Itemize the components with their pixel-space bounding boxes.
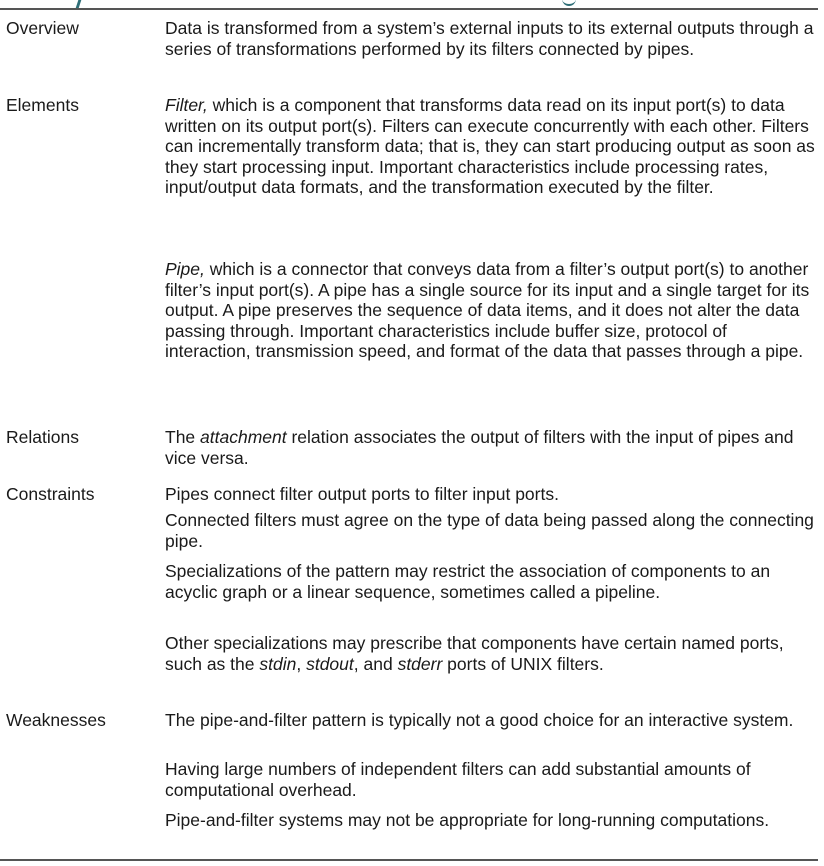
text-run-italic: stdin (259, 653, 297, 674)
text-run: The (165, 427, 201, 447)
handwritten-mark (562, 0, 576, 6)
text-run-italic: stdout (306, 653, 354, 674)
text-run-italic: Pipe, (165, 259, 205, 279)
text-run: relation associates the output of filters with the input of pipes and vice versa. (165, 427, 794, 468)
text-run-italic: attachment (200, 427, 287, 447)
row-text (165, 810, 815, 831)
row-text (165, 95, 815, 198)
table-bottom-rule (0, 859, 818, 861)
text-run: Pipes connect filter output ports to filter input ports. (165, 484, 559, 504)
text-run-italic: stderr (397, 653, 443, 674)
text-run: which is a connector that conveys data from a filter’s output port(s) to another filter’s input port(s). A pipe has a single source for its input and a single target for its output. A pipe preserves the sequence of data items, and it does not alter the data passing through. Important characteristics include buffer size, protocol of interaction, transmission speed, and format of the data that passes through a pipe. (165, 259, 810, 361)
text-run: Connected filters must agree on the type of data being passed along the connecting pipe. (165, 510, 814, 551)
row-label-weaknesses: Weaknesses (6, 710, 106, 730)
text-run: Having large numbers of independent filters can add substantial amounts of computational overhead. (165, 759, 751, 800)
table-top-rule (0, 8, 818, 10)
row-label-elements: Elements (6, 95, 79, 115)
text-run: Data is transformed from a system’s external inputs to its external outputs through a series of transformations performed by its filters connected by pipes. (165, 18, 814, 59)
handwritten-mark (76, 0, 90, 8)
row-label-constraints: Constraints (6, 484, 95, 504)
row-text (165, 427, 815, 468)
text-run: Other specializations may prescribe that components have certain named ports, such as the (165, 633, 784, 674)
row-text (165, 18, 815, 59)
text-run: , and (353, 653, 398, 674)
text-run: which is a component that transforms data read on its input port(s) to data written on its output port(s). Filters can execute concurrently with each other. Filters can incrementally transform data; that is, they can start producing output as soon as they start processing input. Important characteristics include processing rates, input/output data formats, and the transformation executed by the filter. (165, 95, 815, 197)
text-run: Specializations of the pattern may restrict the association of components to an acyclic graph or a linear sequence, sometimes called a pipeline. (165, 561, 771, 602)
row-text (165, 561, 815, 602)
row-text (165, 510, 815, 551)
text-run: Pipe-and-filter systems may not be appropriate for long-running computations. (165, 810, 770, 830)
row-label-relations: Relations (6, 427, 79, 447)
row-text (165, 710, 815, 731)
row-text (165, 633, 815, 674)
text-run: The pipe-and-filter pattern is typically not a good choice for an interactive system. (165, 710, 794, 730)
row-text (165, 259, 815, 362)
text-run-italic: Filter, (165, 95, 208, 115)
text-run: ports of UNIX filters. (442, 653, 604, 674)
text-run: , (296, 653, 307, 674)
row-text (165, 759, 815, 800)
row-text (165, 484, 815, 505)
row-label-overview: Overview (6, 18, 79, 38)
